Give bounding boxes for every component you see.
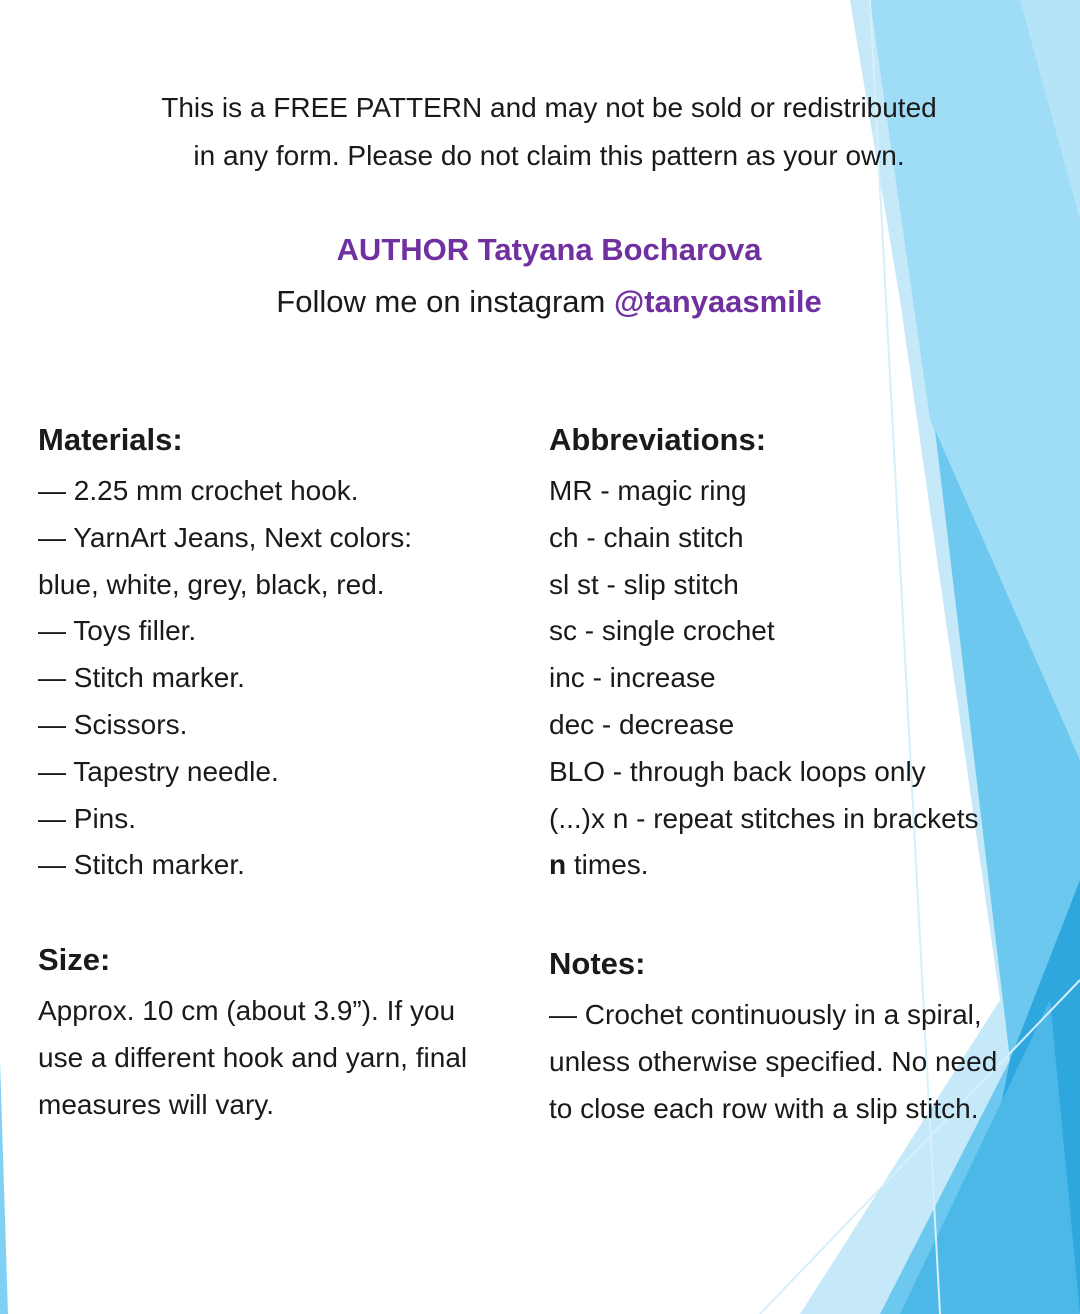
materials-list <box>38 468 412 889</box>
materials-item: — Stitch marker. <box>38 662 245 694</box>
abbreviation-item: (...)x n - repeat stitches in brackets <box>549 802 979 834</box>
abbreviation-item: ch - chain stitch <box>549 521 744 553</box>
disclaimer-line-2: in any form. Please do not claim this pattern as your own. <box>193 140 905 171</box>
materials-item: — YarnArt Jeans, Next colors: <box>38 521 412 553</box>
notes-section <box>549 942 997 1132</box>
materials-item: — Stitch marker. <box>38 849 245 881</box>
materials-item: — Toys filler. <box>38 615 197 647</box>
size-heading: Size: <box>38 942 111 977</box>
abbreviation-item: inc - increase <box>549 662 716 694</box>
notes-line: to close each row with a slip stitch. <box>549 1092 979 1124</box>
size-section <box>38 938 467 1128</box>
instagram-handle: @tanyaasmile <box>613 284 822 319</box>
abbreviation-item: sl st - slip stitch <box>549 568 739 600</box>
materials-item: blue, white, grey, black, red. <box>38 568 385 600</box>
author-name: AUTHOR Tatyana Bocharova <box>336 232 762 267</box>
abbreviation-item-last <box>549 842 979 889</box>
abbreviations-section <box>549 418 979 889</box>
follow-line <box>0 280 1080 324</box>
abbreviation-item: sc - single crochet <box>549 615 775 647</box>
notes-text <box>549 992 997 1132</box>
materials-item: — Pins. <box>38 802 137 834</box>
materials-item: — Scissors. <box>38 708 188 740</box>
disclaimer <box>0 84 1080 180</box>
size-line: measures will vary. <box>38 1088 274 1120</box>
size-line: Approx. 10 cm (about 3.9”). If you <box>38 995 456 1026</box>
abbreviation-item: dec - decrease <box>549 708 735 740</box>
notes-line: — Crochet continuously in a spiral, <box>549 999 982 1030</box>
size-text <box>38 988 467 1128</box>
abbreviation-n-bold: n <box>549 849 567 881</box>
abbreviations-list <box>549 468 979 889</box>
materials-item: — Tapestry needle. <box>38 755 279 787</box>
materials-item: — 2.25 mm crochet hook. <box>38 475 359 506</box>
materials-section <box>38 418 412 889</box>
disclaimer-line-1: This is a FREE PATTERN and may not be sold or redistributed <box>161 92 937 123</box>
abbreviation-item: MR - magic ring <box>549 475 747 506</box>
abbreviations-heading: Abbreviations: <box>549 422 767 457</box>
size-line: use a different hook and yarn, final <box>38 1041 468 1073</box>
notes-line: unless otherwise specified. No need <box>549 1045 998 1077</box>
abbreviation-item: BLO - through back loops only <box>549 755 926 787</box>
materials-heading: Materials: <box>38 422 183 457</box>
notes-heading: Notes: <box>549 946 646 981</box>
follow-prefix: Follow me on instagram <box>276 284 614 319</box>
abbreviation-times: times. <box>566 849 649 881</box>
